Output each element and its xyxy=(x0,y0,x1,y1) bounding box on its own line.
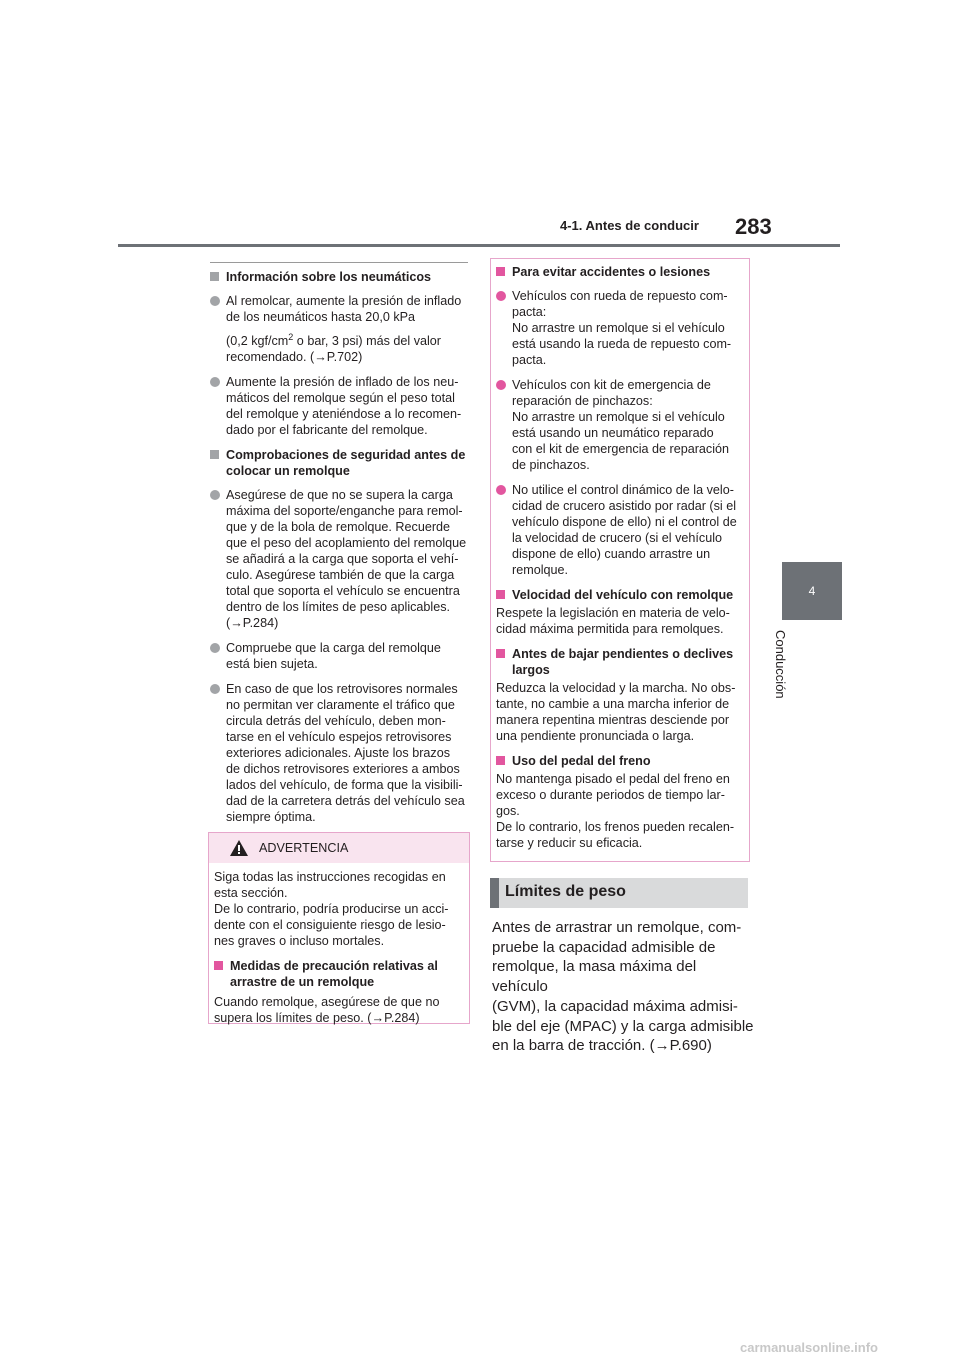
warning-heading-precautions: Medidas de precaución relativas al arrastre de un remolque xyxy=(214,958,464,990)
warning-box xyxy=(208,832,470,1024)
warning-body xyxy=(209,863,469,1026)
warning-title: ADVERTENCIA xyxy=(259,841,349,855)
bullet-trailer-tire-pressure: Aumente la presión de inflado de los neu- máticos del remolque según el peso total del remolque y ateniéndose a lo recomen- dado por el fabricante del remolque. xyxy=(210,374,468,438)
brake-pedal-text: No mantenga pisado el pedal del freno en exceso o durante periodos de tiempo lar- gos. De lo contrario, los frenos pueden recalen- tarse y reducir su eficacia. xyxy=(496,772,735,850)
bullet-tire-pressure-text-b: (0,2 kgf/cm xyxy=(226,334,289,349)
bullet-tire-pressure-text-a: Al remolcar, aumente la presión de inflado de los neumáticos hasta 20,0 kPa xyxy=(226,294,462,324)
towing-speed-text: Respete la legislación en materia de velo- cidad máxima permitida para remolques. xyxy=(496,606,730,636)
chapter-side-label-text: Conducción xyxy=(773,630,788,699)
warning-triangle-icon xyxy=(229,839,249,857)
section-weight-limits xyxy=(490,878,748,908)
bullet-max-load: Asegúrese de que no se supera la carga máxima del soporte/enganche para remol- que y de la bola de remolque. Recuerde que el peso del acoplamiento del remolque se añadirá a la carga que soporta el vehí- culo. Asegúrese también de que la carga total que soporta el vehículo se encuentra dentro de los límites de peso aplicables. (→P.284) xyxy=(210,487,468,631)
header-rule xyxy=(118,244,840,247)
footer-watermark: carmanualsonline.info xyxy=(740,1340,878,1355)
heading-safety-checks: Comprobaciones de seguridad antes de colocar un remolque xyxy=(210,447,468,479)
section-weight-limits-body: Antes de arrastrar un remolque, com- pruebe la capacidad admisible de remolque, la masa máxima del vehículo (GVM), la capacidad máxima admisi- ble del eje (MPAC) y la carga admisible en la barra de tracción. (→P.690) xyxy=(492,919,754,1055)
bullet-tire-pressure-text-c: o bar, 3 psi) más del valor recomendado. (→P.702) xyxy=(226,334,442,365)
bullet-compact-spare: Vehículos con rueda de repuesto com- pacta: No arrastre un remolque si el vehículo está usando la rueda de repuesto com- pacta. xyxy=(496,288,745,368)
downhill-text: Reduzca la velocidad y la marcha. No obs- tante, no cambie a una marcha inferior de manera repentina mientras desciende por una pendiente pronunciada o larga. xyxy=(496,681,736,743)
warning-continuation-box xyxy=(490,258,750,862)
warning-continuation-body xyxy=(491,259,749,851)
bullet-mirrors: En caso de que los retrovisores normales no permitan ver claramente el tráfico que circula detrás del vehículo, deben mon- tarse en el vehículo espejos retrovisores exteriores adicionales. Ajuste los brazos de dichos retrovisores exteriores a ambos lados del vehículo, de forma que la visibili- dad de la carretera detrás del vehículo sea siempre óptima. xyxy=(210,681,468,825)
page-number: 283 xyxy=(735,214,772,239)
warning-intro: Siga todas las instrucciones recogidas en esta sección. De lo contrario, podría producirse un acci- dente con el consiguiente riesgo de lesio- nes graves o incluso mortales. xyxy=(214,870,449,948)
heading-brake-pedal: Uso del pedal del freno xyxy=(496,753,745,769)
chapter-side-label xyxy=(773,630,806,720)
bullet-cruise-control: No utilice el control dinámico de la velo- cidad de crucero asistido por radar (si el vehículo dispone de ello) ni el control de la velocidad de crucero (si el vehículo dispone de ello) cuando arrastre un remolque. xyxy=(496,482,745,578)
bullet-load-secure: Compruebe que la carga del remolque está bien sujeta. xyxy=(210,640,468,672)
superscript-2: 2 xyxy=(288,332,294,342)
heading-tire-info: Información sobre los neumáticos xyxy=(210,269,468,285)
heading-avoid-accidents: Para evitar accidentes o lesiones xyxy=(496,264,745,280)
left-column xyxy=(210,262,468,834)
bullet-repair-kit: Vehículos con kit de emergencia de reparación de pinchazos: No arrastre un remolque si el vehículo está usando un neumático reparado con el kit de emergencia de reparación de pinchazos. xyxy=(496,377,745,473)
section-header: 4-1. Antes de conducir xyxy=(560,218,699,233)
chapter-tab: 4 xyxy=(782,562,842,620)
bullet-tire-pressure xyxy=(210,293,468,365)
section-weight-limits-title: Límites de peso xyxy=(505,883,626,900)
warning-header xyxy=(209,833,469,863)
heading-downhill: Antes de bajar pendientes o declives largos xyxy=(496,646,745,678)
warning-weight-limits: Cuando remolque, asegúrese de que no supera los límites de peso. (→P.284) xyxy=(214,995,440,1025)
heading-towing-speed: Velocidad del vehículo con remolque xyxy=(496,587,745,603)
